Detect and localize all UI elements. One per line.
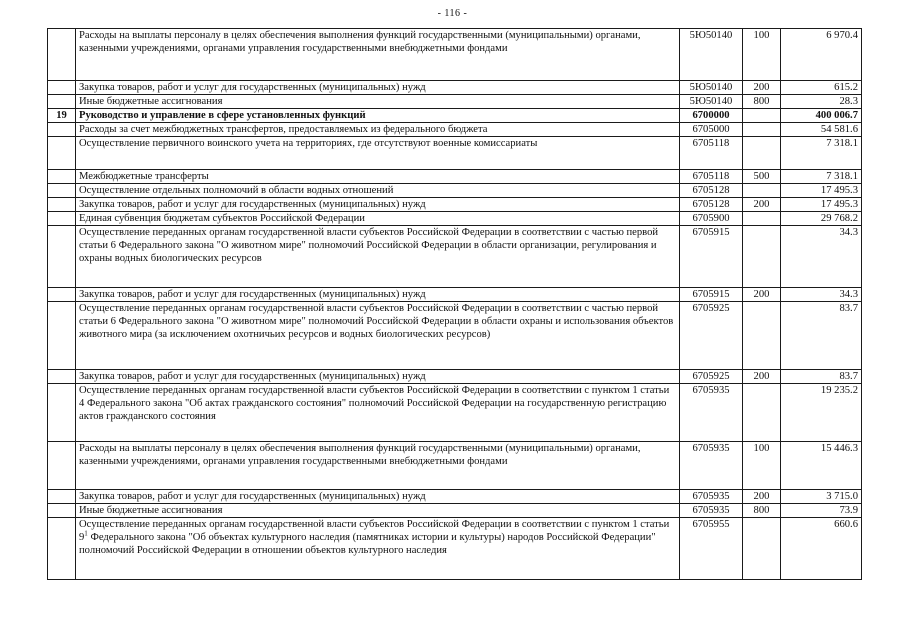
table-row [48, 490, 862, 504]
table-row [48, 518, 862, 580]
target-code-cell: 6705128 [680, 184, 743, 198]
superscript: 1 [84, 529, 88, 538]
item-name-text: Осуществление переданных органам государственной власти субъектов Российской Федерации в соответствии с пунктом 1 статьи 9 [79, 519, 670, 543]
target-code-cell: 5Ю50140 [680, 81, 743, 95]
table-row [48, 95, 862, 109]
amount-cell: 400 006.7 [781, 109, 862, 123]
expense-type-cell [743, 518, 781, 580]
table-row [48, 288, 862, 302]
table-row [48, 442, 862, 490]
item-name-cell: Закупка товаров, работ и услуг для государственных (муниципальных) нужд [76, 490, 680, 504]
target-code-cell: 6705925 [680, 302, 743, 370]
target-code-cell: 6700000 [680, 109, 743, 123]
amount-cell: 7 318.1 [781, 170, 862, 184]
row-number-cell [48, 442, 76, 490]
amount-cell: 34.3 [781, 226, 862, 288]
item-name-text: Федерального закона "Об объектах культурного наследия (памятниках истории и культуры) народов Российской Федерации" полномочий Российской Федерации в отношении объектов культурного наследия [79, 532, 656, 556]
item-name-cell: Руководство и управление в сфере установленных функций [76, 109, 680, 123]
page-number: - 116 - [437, 8, 468, 19]
amount-cell: 615.2 [781, 81, 862, 95]
row-number-cell [48, 226, 76, 288]
target-code-cell: 6705915 [680, 288, 743, 302]
expense-type-cell: 200 [743, 288, 781, 302]
amount-cell: 73.9 [781, 504, 862, 518]
expense-type-cell [743, 184, 781, 198]
expense-type-cell [743, 384, 781, 442]
item-name-cell: Иные бюджетные ассигнования [76, 504, 680, 518]
item-name-cell: Осуществление переданных органам государственной власти субъектов Российской Федерации в соответствии с частью первой статьи 6 Федерального закона "О животном мире" полномочий Российской Федерации в области организации, регулирования и охраны водных биологических ресурсов [76, 226, 680, 288]
expense-type-cell [743, 137, 781, 170]
amount-cell: 29 768.2 [781, 212, 862, 226]
item-name-cell: Расходы на выплаты персоналу в целях обеспечения выполнения функций государственными (муниципальными) органами, казенными учреждениями, органами управления государственными внебюджетными фондами [76, 29, 680, 81]
item-name-cell: Осуществление переданных органам государственной власти субъектов Российской Федерации в соответствии с пунктом 1 статьи 4 Федерального закона "Об актах гражданского состояния" полномочий Российской Федерации на государственную регистрацию актов гражданского состояния [76, 384, 680, 442]
expense-type-cell: 100 [743, 442, 781, 490]
target-code-cell: 6705935 [680, 384, 743, 442]
row-number-cell [48, 302, 76, 370]
item-name-cell: Расходы на выплаты персоналу в целях обеспечения выполнения функций государственными (муниципальными) органами, казенными учреждениями, органами управления государственными внебюджетными фондами [76, 442, 680, 490]
amount-cell: 19 235.2 [781, 384, 862, 442]
table-row [48, 184, 862, 198]
table-row [48, 198, 862, 212]
row-number-cell [48, 370, 76, 384]
expense-type-cell: 200 [743, 81, 781, 95]
target-code-cell: 6705900 [680, 212, 743, 226]
target-code-cell: 6705915 [680, 226, 743, 288]
row-number-cell [48, 137, 76, 170]
item-name-cell: Единая субвенция бюджетам субъектов Российской Федерации [76, 212, 680, 226]
target-code-cell: 6705118 [680, 137, 743, 170]
target-code-cell: 6705000 [680, 123, 743, 137]
amount-cell: 54 581.6 [781, 123, 862, 137]
row-number-cell [48, 384, 76, 442]
expense-type-cell [743, 212, 781, 226]
row-number-cell [48, 288, 76, 302]
amount-cell: 660.6 [781, 518, 862, 580]
item-name-cell: Закупка товаров, работ и услуг для государственных (муниципальных) нужд [76, 370, 680, 384]
amount-cell: 17 495.3 [781, 184, 862, 198]
target-code-cell: 6705935 [680, 504, 743, 518]
target-code-cell: 6705935 [680, 490, 743, 504]
row-number-cell [48, 198, 76, 212]
expense-type-cell [743, 109, 781, 123]
expense-type-cell [743, 123, 781, 137]
item-name-cell: Осуществление первичного воинского учета на территориях, где отсутствуют военные комиссариаты [76, 137, 680, 170]
row-number-cell [48, 504, 76, 518]
amount-cell: 17 495.3 [781, 198, 862, 212]
amount-cell: 83.7 [781, 302, 862, 370]
table-row [48, 137, 862, 170]
table-row [48, 370, 862, 384]
row-number-cell [48, 29, 76, 81]
table-row [48, 170, 862, 184]
amount-cell: 83.7 [781, 370, 862, 384]
table-row [48, 302, 862, 370]
expense-type-cell [743, 302, 781, 370]
target-code-cell: 6705128 [680, 198, 743, 212]
row-number-cell [48, 123, 76, 137]
expense-type-cell: 100 [743, 29, 781, 81]
expense-type-cell: 200 [743, 370, 781, 384]
table-row [48, 212, 862, 226]
row-number-cell [48, 490, 76, 504]
amount-cell: 7 318.1 [781, 137, 862, 170]
expense-type-cell: 500 [743, 170, 781, 184]
table-row [48, 226, 862, 288]
amount-cell: 6 970.4 [781, 29, 862, 81]
item-name-cell: Осуществление отдельных полномочий в области водных отношений [76, 184, 680, 198]
table-row [48, 29, 862, 81]
item-name-cell: Иные бюджетные ассигнования [76, 95, 680, 109]
expense-type-cell: 200 [743, 490, 781, 504]
amount-cell: 34.3 [781, 288, 862, 302]
table-row [48, 81, 862, 95]
target-code-cell: 6705118 [680, 170, 743, 184]
budget-table [47, 28, 862, 580]
expense-type-cell [743, 226, 781, 288]
row-number-cell [48, 184, 76, 198]
row-number-cell [48, 518, 76, 580]
item-name-cell [76, 518, 680, 580]
row-number-cell [48, 212, 76, 226]
amount-cell: 15 446.3 [781, 442, 862, 490]
expense-type-cell: 800 [743, 95, 781, 109]
row-number-cell: 19 [48, 109, 76, 123]
item-name-cell: Межбюджетные трансферты [76, 170, 680, 184]
amount-cell: 28.3 [781, 95, 862, 109]
item-name-cell: Расходы за счет межбюджетных трансфертов, предоставляемых из федерального бюджета [76, 123, 680, 137]
item-name-cell: Закупка товаров, работ и услуг для государственных (муниципальных) нужд [76, 81, 680, 95]
item-name-cell: Осуществление переданных органам государственной власти субъектов Российской Федерации в соответствии с частью первой статьи 6 Федерального закона "О животном мире" полномочий Российской Федерации в области охраны и использования объектов животного мира (за исключением охотничьих ресурсов и водных биологических ресурсов) [76, 302, 680, 370]
item-name-cell: Закупка товаров, работ и услуг для государственных (муниципальных) нужд [76, 288, 680, 302]
table-row [48, 384, 862, 442]
target-code-cell: 6705935 [680, 442, 743, 490]
item-name-cell: Закупка товаров, работ и услуг для государственных (муниципальных) нужд [76, 198, 680, 212]
row-number-cell [48, 81, 76, 95]
table-row [48, 504, 862, 518]
target-code-cell: 6705925 [680, 370, 743, 384]
row-number-cell [48, 170, 76, 184]
expense-type-cell: 200 [743, 198, 781, 212]
target-code-cell: 6705955 [680, 518, 743, 580]
target-code-cell: 5Ю50140 [680, 29, 743, 81]
amount-cell: 3 715.0 [781, 490, 862, 504]
row-number-cell [48, 95, 76, 109]
target-code-cell: 5Ю50140 [680, 95, 743, 109]
table-row [48, 109, 862, 123]
expense-type-cell: 800 [743, 504, 781, 518]
table-row [48, 123, 862, 137]
